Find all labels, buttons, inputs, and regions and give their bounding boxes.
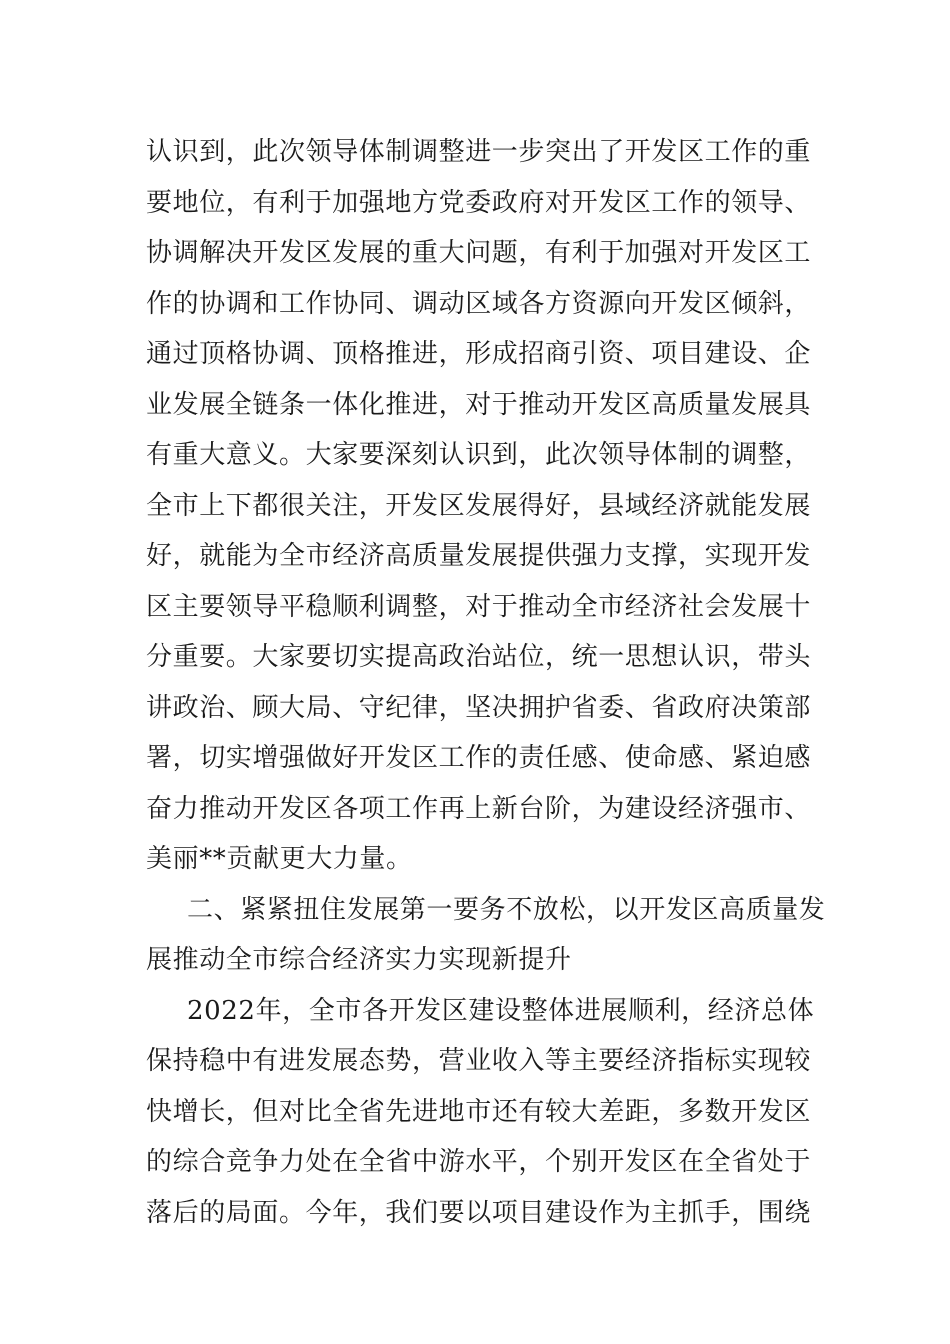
text-line: 全市上下都很关注，开发区发展得好，县域经济就能发展 <box>146 490 812 521</box>
text-line: 保持稳中有进发展态势，营业收入等主要经济指标实现较 <box>146 1046 812 1076</box>
text-line: 分重要。大家要切实提高政治站位，统一思想认识，带头 <box>146 642 812 672</box>
text-line: 有重大意义。大家要深刻认识到，此次领导体制的调整， <box>146 440 812 470</box>
text-line: 落后的局面。今年，我们要以项目建设作为主抓手，围绕 <box>146 1197 812 1228</box>
text-line: 的综合竞争力处在全省中游水平，个别开发区在全省处于 <box>146 1147 812 1177</box>
text-line: 讲政治、顾大局、守纪律，坚决拥护省委、省政府决策部 <box>146 692 812 723</box>
text-line: 二、紧紧扭住发展第一要务不放松，以开发区高质量发 <box>187 894 826 925</box>
text-line: 协调解决开发区发展的重大问题，有利于加强对开发区工 <box>146 238 812 268</box>
text-line: 奋力推动开发区各项工作再上新台阶，为建设经济强市、 <box>146 793 812 824</box>
text-line: 署，切实增强做好开发区工作的责任感、使命感、紧迫感 <box>146 743 812 773</box>
text-line: 要地位，有利于加强地方党委政府对开发区工作的领导、 <box>146 187 812 218</box>
text-line: 通过顶格协调、顶格推进，形成招商引资、项目建设、企 <box>146 339 812 369</box>
text-line: 展推动全市综合经济实力实现新提升 <box>146 945 572 975</box>
text-line: 区主要领导平稳顺利调整，对于推动全市经济社会发展十 <box>146 591 812 622</box>
text-line: 美丽**贡献更大力量。 <box>146 844 413 874</box>
body-text <box>146 127 826 1238</box>
text-line: 认识到，此次领导体制调整进一步突出了开发区工作的重 <box>146 137 812 167</box>
text-line: 快增长，但对比全省先进地市还有较大差距，多数开发区 <box>146 1096 812 1127</box>
text-line: 业发展全链条一体化推进，对于推动开发区高质量发展具 <box>146 389 812 420</box>
text-line: 2022年，全市各开发区建设整体进展顺利，经济总体 <box>187 995 815 1026</box>
text-line: 作的协调和工作协同、调动区域各方资源向开发区倾斜， <box>146 288 812 319</box>
text-line: 好，就能为全市经济高质量发展提供强力支撑，实现开发 <box>146 541 812 571</box>
